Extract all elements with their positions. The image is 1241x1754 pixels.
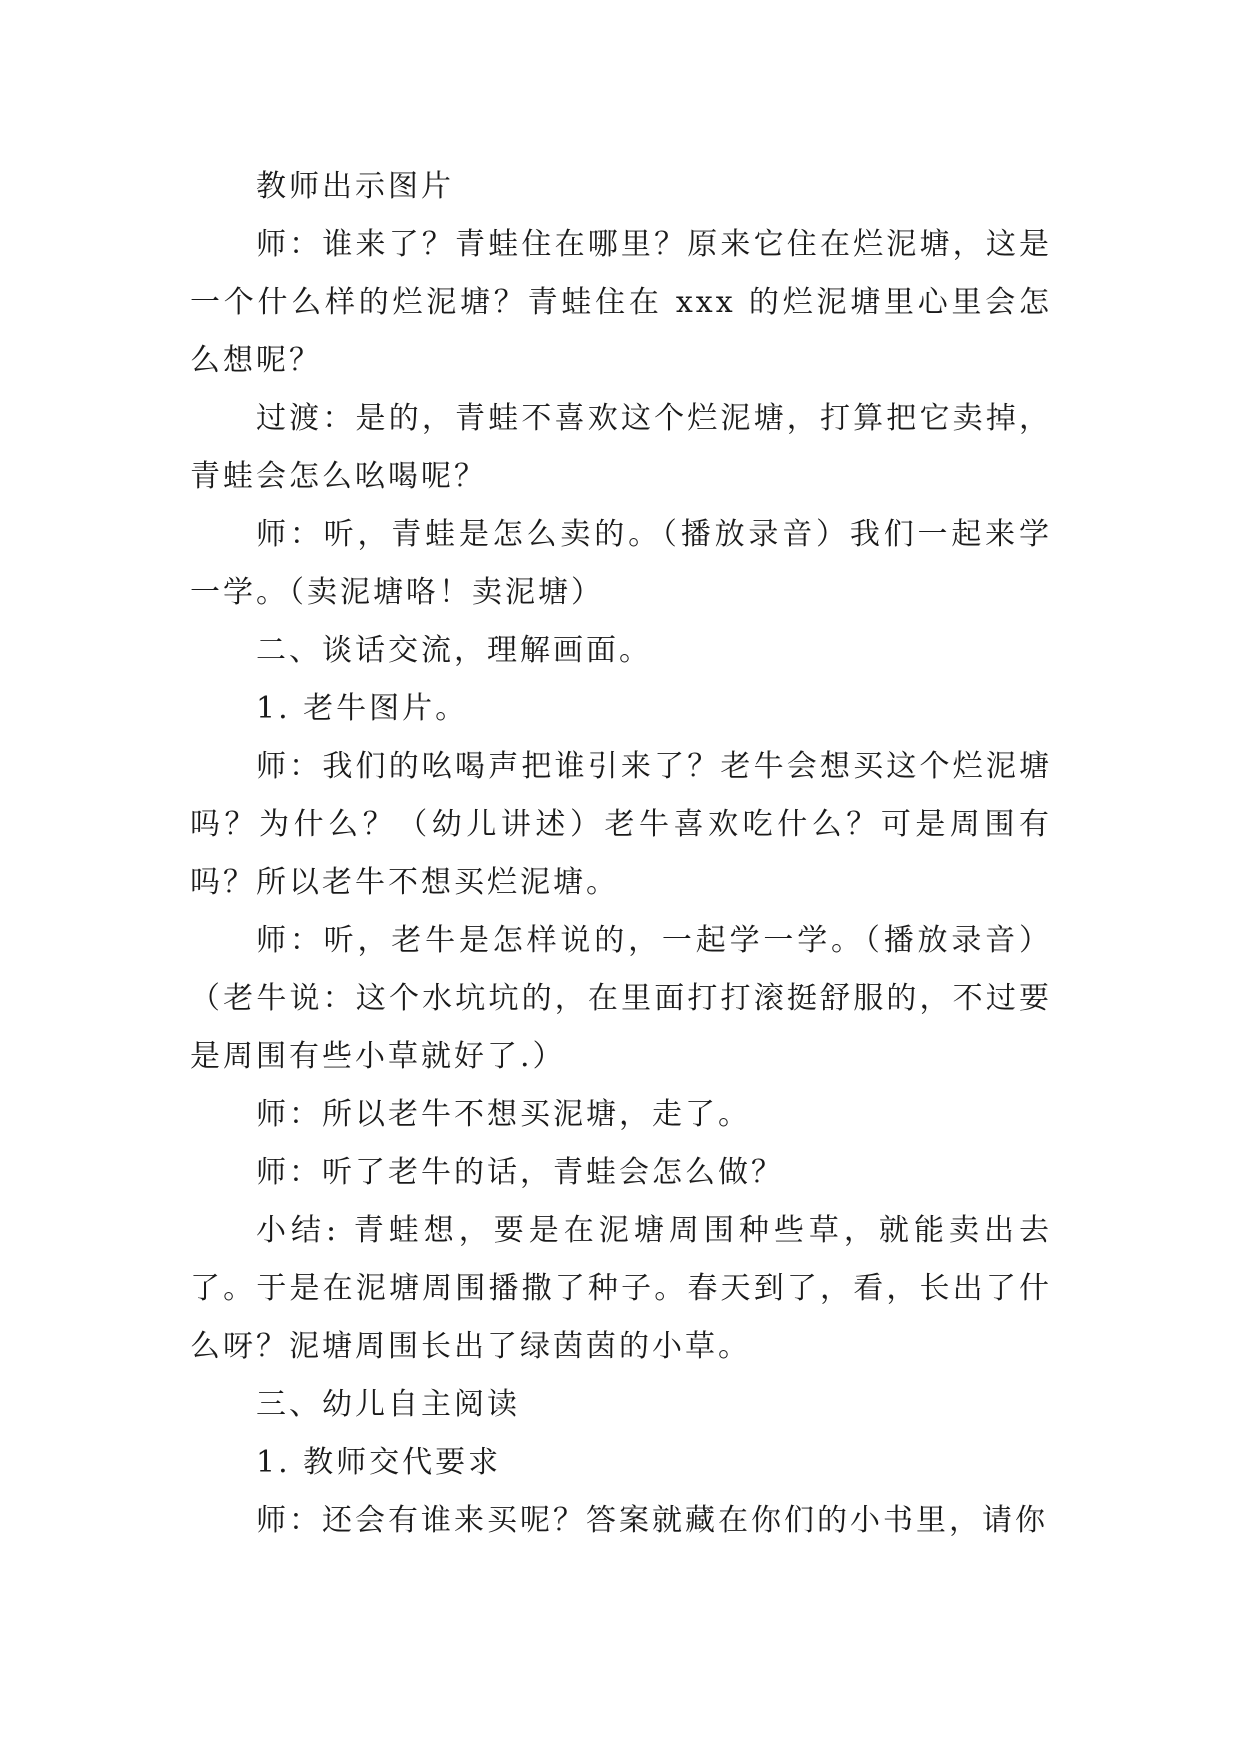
section-heading-3: 三、幼儿自主阅读 — [256, 1387, 520, 1422]
paragraph-who-came: 师：谁来了？青蛙住在哪里？原来它住在烂泥塘，这是一个什么样的烂泥塘？青蛙住在 xxx 的烂泥塘里心里会怎么想呢？ — [190, 227, 1052, 378]
section-heading-2: 二、谈话交流，理解画面。 — [256, 633, 652, 668]
paragraph-ox-said: 师：听，老牛是怎样说的，一起学一学。（播放录音）（老牛说：这个水坑坑的，在里面打打滚挺舒服的，不过要是周围有些小草就好了.） — [190, 923, 1052, 1074]
paragraph-who-else: 师：还会有谁来买呢？答案就藏在你们的小书里，请你 — [256, 1503, 1048, 1538]
paragraph-show-picture: 教师出示图片 — [256, 169, 454, 204]
paragraph-frog-action: 师：听了老牛的话，青蛙会怎么做？ — [256, 1155, 784, 1190]
paragraph-ox-left: 师：所以老牛不想买泥塘，走了。 — [256, 1097, 751, 1132]
subheading-ox-picture: 1. 老牛图片。 — [256, 691, 469, 726]
paragraph-listen-frog: 师：听，青蛙是怎么卖的。（播放录音）我们一起来学一学。（卖泥塘咯！卖泥塘） — [190, 517, 1052, 610]
document-body — [190, 158, 1052, 1550]
subheading-teacher-requirements: 1. 教师交代要求 — [256, 1445, 502, 1480]
paragraph-ox-question: 师：我们的吆喝声把谁引来了？老牛会想买这个烂泥塘吗？为什么？（幼儿讲述）老牛喜欢吃什么？可是周围有吗？所以老牛不想买烂泥塘。 — [190, 749, 1052, 900]
paragraph-transition: 过渡：是的，青蛙不喜欢这个烂泥塘，打算把它卖掉，青蛙会怎么吆喝呢？ — [190, 401, 1052, 494]
paragraph-summary: 小结: 青蛙想，要是在泥塘周围种些草，就能卖出去了。于是在泥塘周围播撒了种子。春天到了，看，长出了什么呀？泥塘周围长出了绿茵茵的小草。 — [190, 1213, 1052, 1364]
